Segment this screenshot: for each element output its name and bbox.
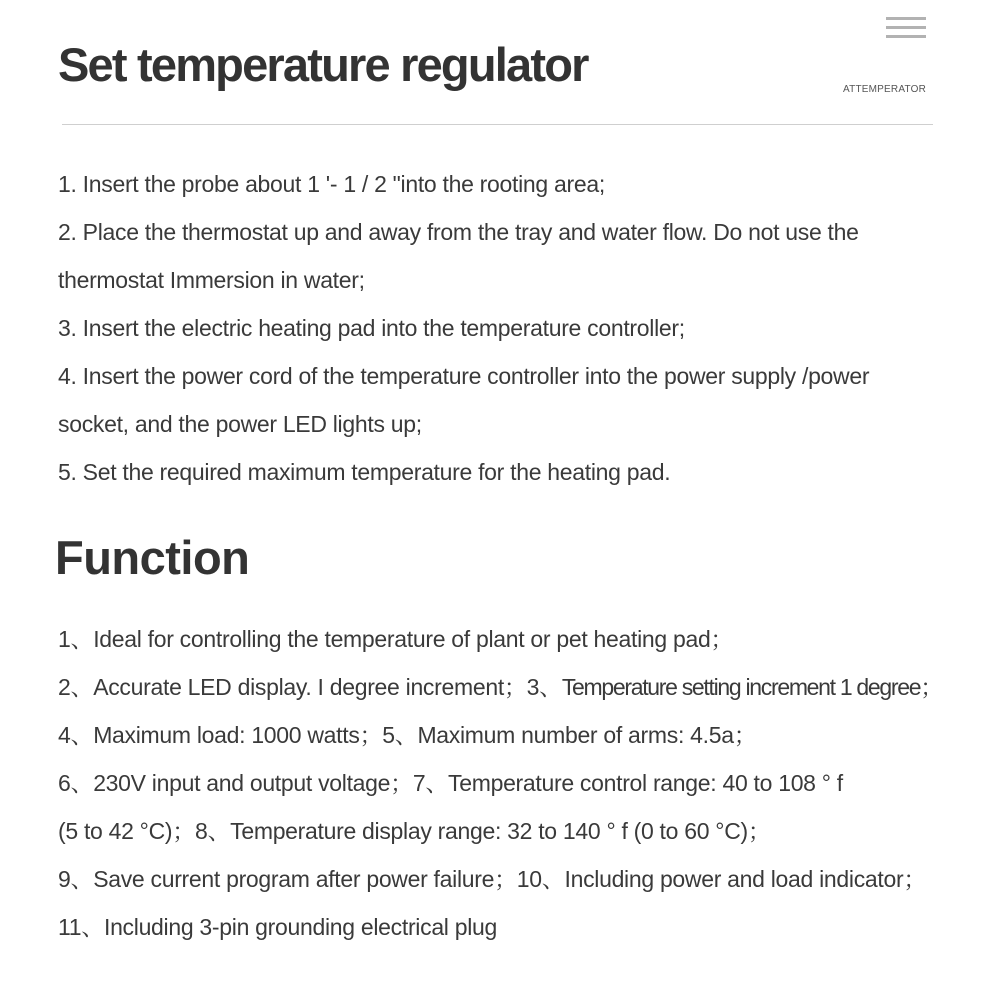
menu-icon-bar <box>886 17 926 20</box>
function-line <box>58 663 988 711</box>
function-text: 2、Accurate LED display. I degree increment；3、 <box>58 674 562 700</box>
function-line: 11、Including 3-pin grounding electrical plug <box>58 914 497 940</box>
menu-caption: ATTEMPERATOR <box>843 84 926 95</box>
function-line: 6、230V input and output voltage；7、Temperature control range: 40 to 108 ° f <box>58 770 843 796</box>
function-text: Temperature setting increment 1 degree； <box>561 674 942 700</box>
function-line: 9、Save current program after power failure；10、Including power and load indicator； <box>58 866 927 892</box>
function-line: 1、Ideal for controlling the temperature of plant or pet heating pad； <box>58 626 734 652</box>
step-line: 4. Insert the power cord of the temperature controller into the power supply /power <box>58 363 870 389</box>
step-line: 1. Insert the probe about 1 '- 1 / 2 "into the rooting area; <box>58 171 605 197</box>
step-line: thermostat Immersion in water; <box>58 267 365 293</box>
menu-icon-bar <box>886 35 926 38</box>
setup-steps <box>58 160 958 496</box>
step-line: 3. Insert the electric heating pad into the temperature controller; <box>58 315 685 341</box>
menu-icon-bar <box>886 26 926 29</box>
function-line: (5 to 42 °C)；8、Temperature display range: 32 to 140 ° f (0 to 60 °C)； <box>58 818 771 844</box>
step-line: 5. Set the required maximum temperature for the heating pad. <box>58 459 671 485</box>
function-section-title: Function <box>55 531 250 584</box>
header-divider <box>62 124 933 125</box>
hamburger-menu-icon[interactable] <box>886 17 926 43</box>
page-title: Set temperature regulator <box>58 38 588 91</box>
function-line: 4、Maximum load: 1000 watts；5、Maximum number of arms: 4.5a； <box>58 722 757 748</box>
step-line: 2. Place the thermostat up and away from the tray and water flow. Do not use the <box>58 219 859 245</box>
step-line: socket, and the power LED lights up; <box>58 411 422 437</box>
function-list <box>58 615 988 951</box>
